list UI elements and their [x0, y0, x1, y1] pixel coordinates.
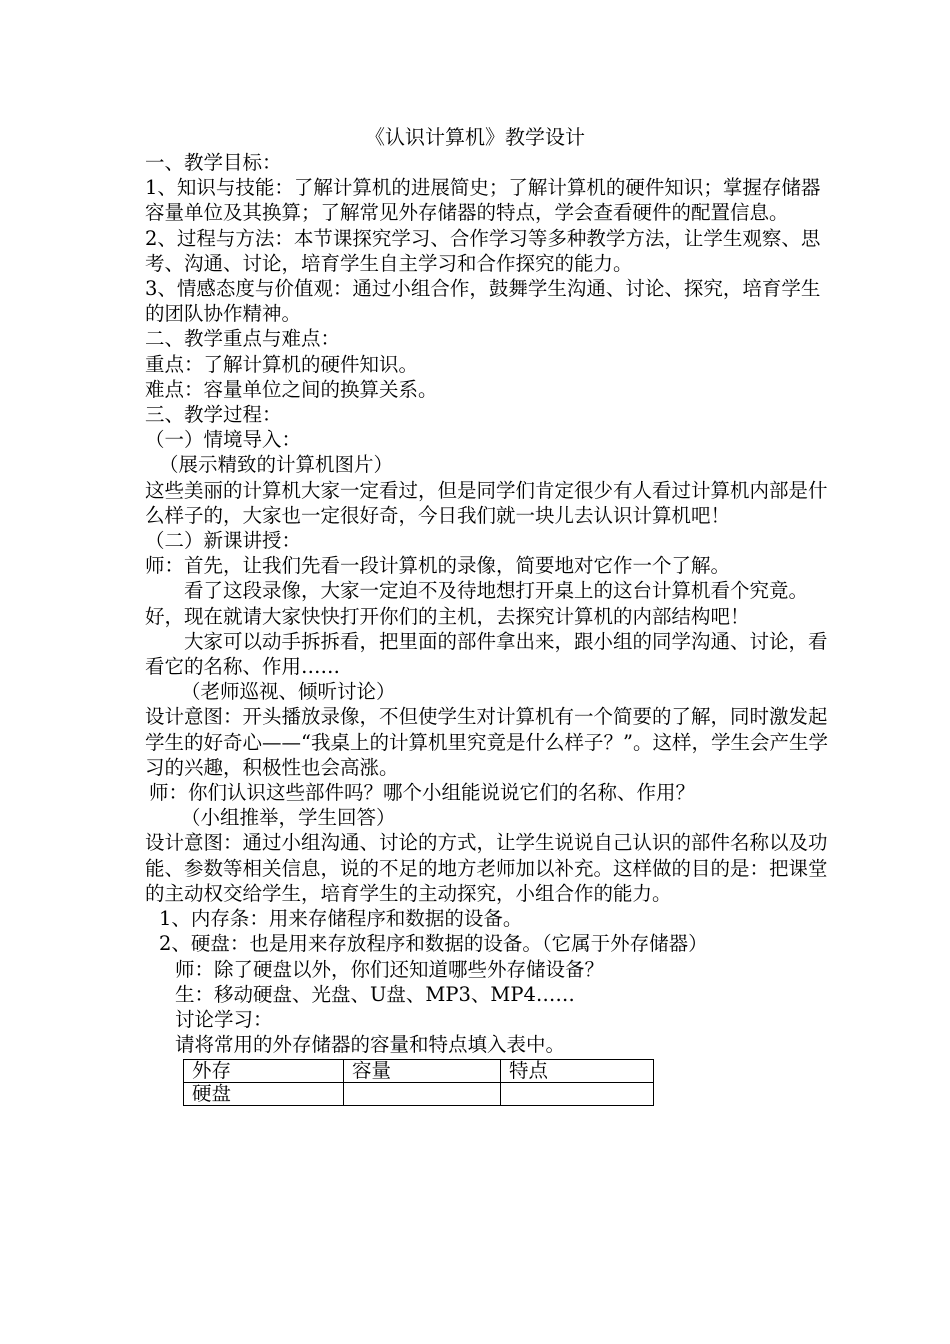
storage-table [183, 1059, 654, 1106]
table-header-row [184, 1060, 654, 1083]
stage-note-patrol: （老师巡视、倾听讨论） [181, 680, 396, 704]
table-header-cell: 外存 [184, 1060, 344, 1083]
design-intent-2: 设计意图：通过小组沟通、讨论的方式，让学生说说自己认识的部件名称以及功能、参数等相关信息，说的不足的地方老师加以补充。这样做的目的是：把课堂的主动权交给学生，培育学生的主动探究，小组合作的能力。 [145, 831, 828, 905]
table-header-cell: 容量 [344, 1060, 501, 1083]
teacher-line-external-storage: 师：除了硬盘以外，你们还知道哪些外存储设备？ [175, 957, 605, 981]
intro-paragraph: 这些美丽的计算机大家一定看过，但是同学们肯定很少有人看过计算机内部是什么样子的，大家也一定很好奇，今日我们就一块儿去认识计算机吧！ [145, 478, 828, 527]
student-line-devices: 生：移动硬盘、光盘、U盘、MP3、MP4…… [175, 982, 575, 1006]
table-cell [501, 1083, 654, 1106]
objective-process: 2、过程与方法：本节课探究学习、合作学习等多种教学方法，让学生观察、思考、沟通、讨论，培育学生自主学习和合作探究的能力。 [145, 226, 821, 275]
objective-attitude: 3、情感态度与价值观：通过小组合作，鼓舞学生沟通、讨论、探究，培育学生的团队协作精神。 [145, 277, 821, 326]
stage-note-pictures: （展示精致的计算机图片） [159, 453, 394, 477]
section-heading-key-points: 二、教学重点与难点： [145, 327, 341, 351]
paragraph-disassemble: 大家可以动手拆拆看，把里面的部件拿出来，跟小组的同学沟通、讨论，看看它的名称、作用…… [145, 629, 828, 679]
design-intent-1: 设计意图：开头播放录像，不但使学生对计算机有一个简要的了解，同时激发起学生的好奇心——“我桌上的计算机里究竟是什么样子？”。这样，学生会产生学习的兴趣，积极性也会高涨。 [145, 705, 828, 779]
section-heading-objectives: 一、教学目标： [145, 151, 282, 174]
teacher-line-components: 师：你们认识这些部件吗？哪个小组能说说它们的名称、作用？ [149, 781, 696, 805]
teacher-line-video: 师：首先，让我们先看一段计算机的录像，简要地对它作一个了解。 [145, 554, 731, 578]
document-title: 《认识计算机》教学设计 [365, 125, 585, 149]
subheading-new-lesson: （二）新课讲授： [145, 529, 302, 553]
difficult-point: 难点：容量单位之间的换算关系。 [145, 377, 438, 401]
item-hard-disk: 2、硬盘：也是用来存放程序和数据的设备。（它属于外存储器） [159, 932, 708, 956]
stage-note-students-answer: （小组推举，学生回答） [181, 806, 396, 830]
table-cell: 硬盘 [184, 1083, 344, 1106]
key-point: 重点：了解计算机的硬件知识。 [145, 352, 419, 376]
document-body [145, 150, 835, 1106]
objective-knowledge: 1、知识与技能：了解计算机的进展简史；了解计算机的硬件知识；掌握存储器容量单位及其换算；了解常见外存储器的特点，学会查看硬件的配置信息。 [145, 176, 821, 225]
table-header-cell: 特点 [501, 1060, 654, 1083]
paragraph-open-computer: 看了这段录像，大家一定迫不及待地想打开桌上的这台计算机看个究竟。好，现在就请大家快快打开你们的主机，去探究计算机的内部结构吧！ [145, 579, 809, 628]
item-memory: 1、内存条：用来存储程序和数据的设备。 [159, 907, 523, 931]
section-heading-process: 三、教学过程： [145, 403, 282, 427]
subheading-introduction: （一）情境导入： [145, 428, 302, 452]
discussion-heading: 讨论学习： [175, 1007, 273, 1031]
table-cell [344, 1083, 501, 1106]
table-row [184, 1083, 654, 1106]
table-instruction: 请将常用的外存储器的容量和特点填入表中。 [175, 1033, 566, 1057]
